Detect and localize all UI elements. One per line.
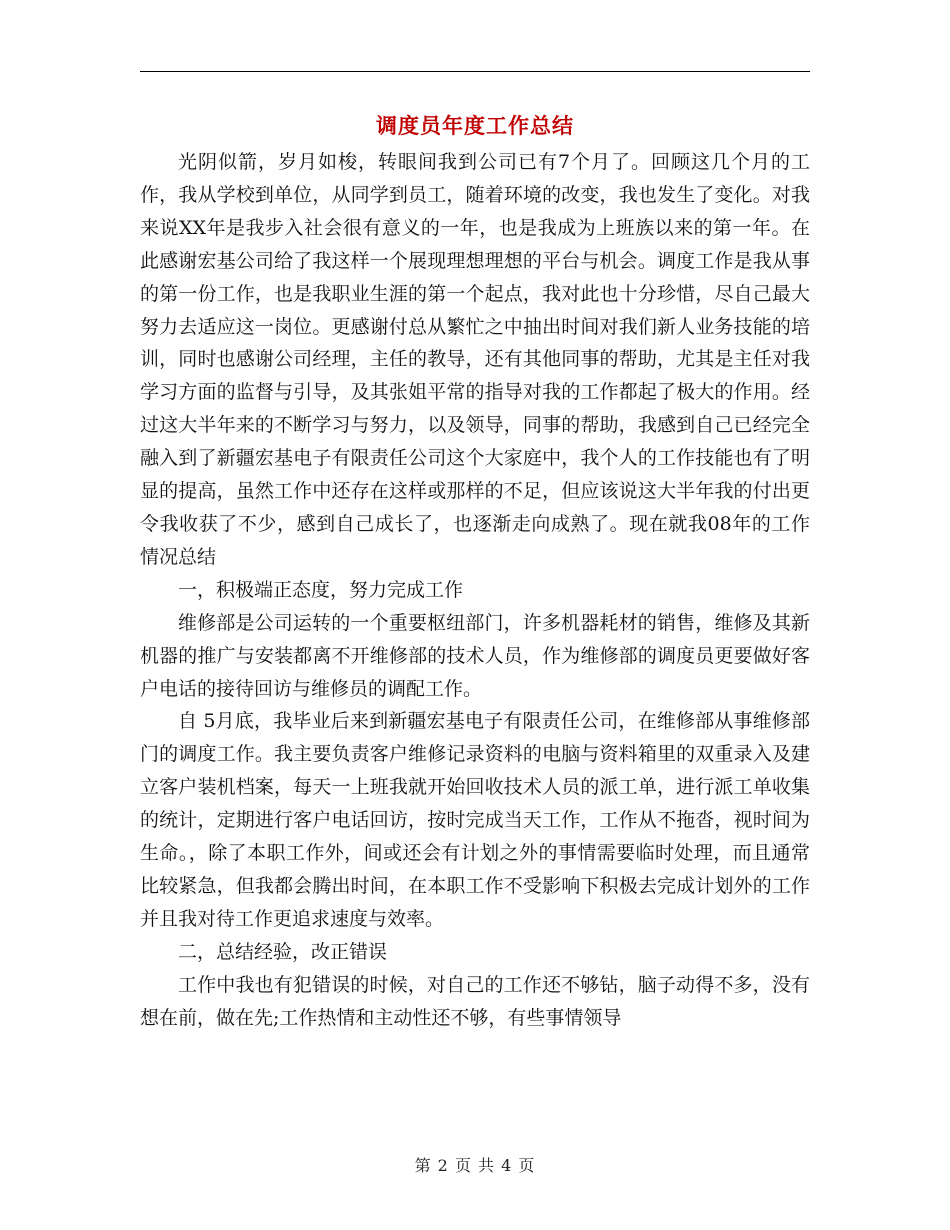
paragraph-maintenance-dept: 维修部是公司运转的一个重要枢纽部门，许多机器耗材的销售，维修及其新机器的推广与安装都离不开维修部的技术人员，作为维修部的调度员更要做好客户电话的接待回访与维修员的调配工作。 (140, 611, 810, 700)
page-footer: 第 2 页 共 4 页 (414, 1156, 536, 1175)
section-heading-2: 二，总结经验，改正错误 (178, 940, 388, 963)
paragraph-intro: 光阴似箭，岁月如梭，转眼间我到公司已有7个月了。回顾这几个月的工作，我从学校到单位，从同学到员工，随着环境的改变，我也发生了变化。对我来说XX年是我步入社会很有意义的一年，也是我成为上班族以来的第一年。在此感谢宏基公司给了我这样一个展现理想理想的平台与机会。调度工作是我从事的第一份工作，也是我职业生涯的第一个起点，我对此也十分珍惜，尽自己最大努力去适应这一岗位。更感谢付总从繁忙之中抽出时间对我们新人业务技能的培训，同时也感谢公司经理，主任的教导，还有其他同事的帮助，尤其是主任对我学习方面的监督与引导，及其张姐平常的指导对我的工作都起了极大的作用。经过这大半年来的不断学习与努力，以及领导，同事的帮助，我感到自己已经完全融入到了新疆宏基电子有限责任公司这个大家庭中，我个人的工作技能也有了明显的提高，虽然工作中还存在这样或那样的不足，但应该说这大半年我的付出更令我收获了不少，感到自己成长了，也逐渐走向成熟了。现在就我08年的工作情况总结 (140, 151, 810, 568)
document-title: 调度员年度工作总结 (376, 114, 574, 138)
paragraph-duties: 自 5月底，我毕业后来到新疆宏基电子有限责任公司，在维修部从事维修部门的调度工作。我主要负责客户维修记录资料的电脑与资料箱里的双重录入及建立客户装机档案，每天一上班我就开始回收技术人员的派工单，进行派工单收集的统计，定期进行客户电话回访，按时完成当天工作，工作从不拖沓，视时间为生命。，除了本职工作外，间或还会有计划之外的事情需要临时处理，而且通常比较紧急，但我都会腾出时间，在本职工作不受影响下积极去完成计划外的工作并且我对待工作更追求速度与效率。 (140, 710, 810, 930)
paragraph-mistakes: 工作中我也有犯错误的时候，对自己的工作还不够钻，脑子动得不多，没有想在前，做在先;工作热情和主动性还不够，有些事情领导 (140, 973, 810, 1029)
header-rule (140, 71, 810, 72)
section-heading-1: 一，积极端正态度，努力完成工作 (178, 578, 464, 601)
document-body (140, 146, 810, 1034)
